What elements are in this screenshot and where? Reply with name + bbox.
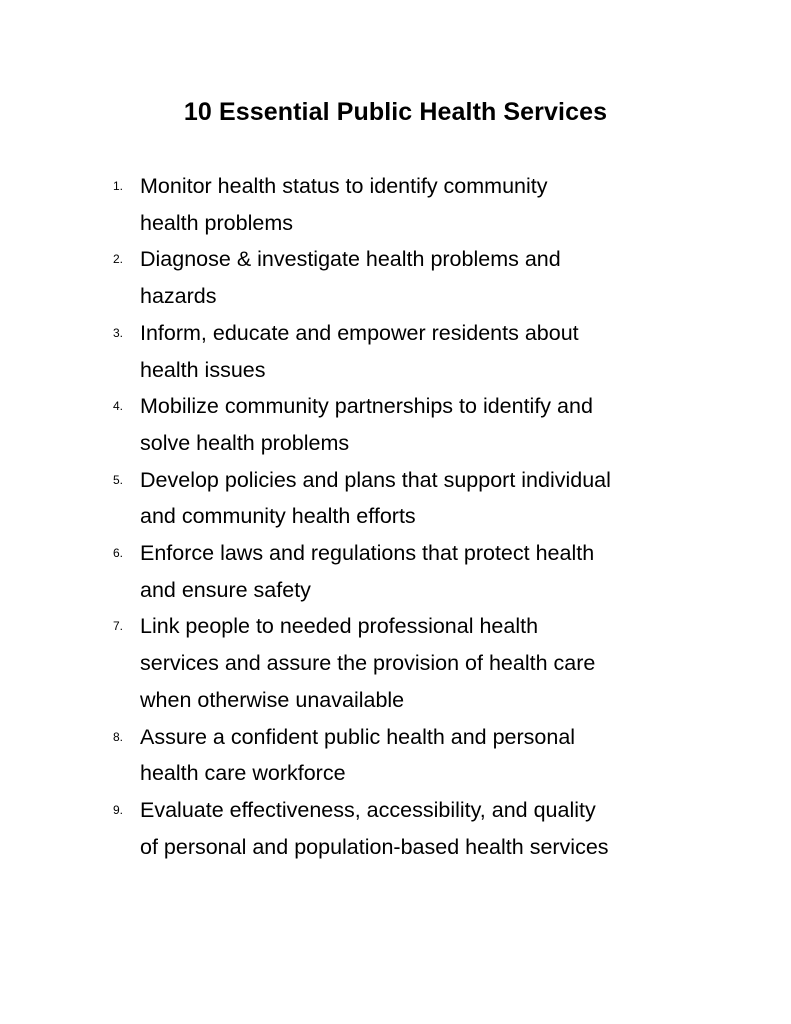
list-number: 5. xyxy=(113,472,124,487)
list-item-text: Evaluate effectiveness, accessibility, and quality of personal and population-based health services xyxy=(140,797,609,859)
list-item xyxy=(0,535,791,608)
list-item xyxy=(0,168,791,241)
list-item-text: Monitor health status to identify community health problems xyxy=(140,174,548,235)
list-number: 3. xyxy=(113,325,124,340)
list-number: 7. xyxy=(113,619,124,634)
list-number: 1. xyxy=(113,179,124,193)
services-list xyxy=(0,168,791,865)
list-item xyxy=(0,719,791,792)
list-item xyxy=(0,792,791,865)
list-item-text: Develop policies and plans that support individual and community health efforts xyxy=(140,467,611,529)
list-item xyxy=(0,388,791,461)
list-item xyxy=(0,462,791,535)
list-number: 6. xyxy=(113,546,124,561)
list-number: 8. xyxy=(113,729,124,744)
list-item xyxy=(0,608,791,718)
list-number: 2. xyxy=(113,252,124,267)
page-title: 10 Essential Public Health Services xyxy=(183,98,608,126)
list-item-text: Inform, educate and empower residents about health issues xyxy=(140,320,579,382)
list-item xyxy=(0,241,791,314)
list-item-text: Enforce laws and regulations that protect health and ensure safety xyxy=(140,541,595,602)
list-number: 4. xyxy=(113,399,124,414)
list-item-text: Link people to needed professional health services and assure the provision of health care when otherwise unavailable xyxy=(140,614,596,712)
list-number: 9. xyxy=(113,802,124,817)
list-item-text: Assure a confident public health and personal health care workforce xyxy=(140,724,576,786)
list-item-text: Mobilize community partnerships to identify and solve health problems xyxy=(140,394,593,455)
list-item-text: Diagnose & investigate health problems and hazards xyxy=(140,247,561,309)
list-item xyxy=(0,315,791,388)
